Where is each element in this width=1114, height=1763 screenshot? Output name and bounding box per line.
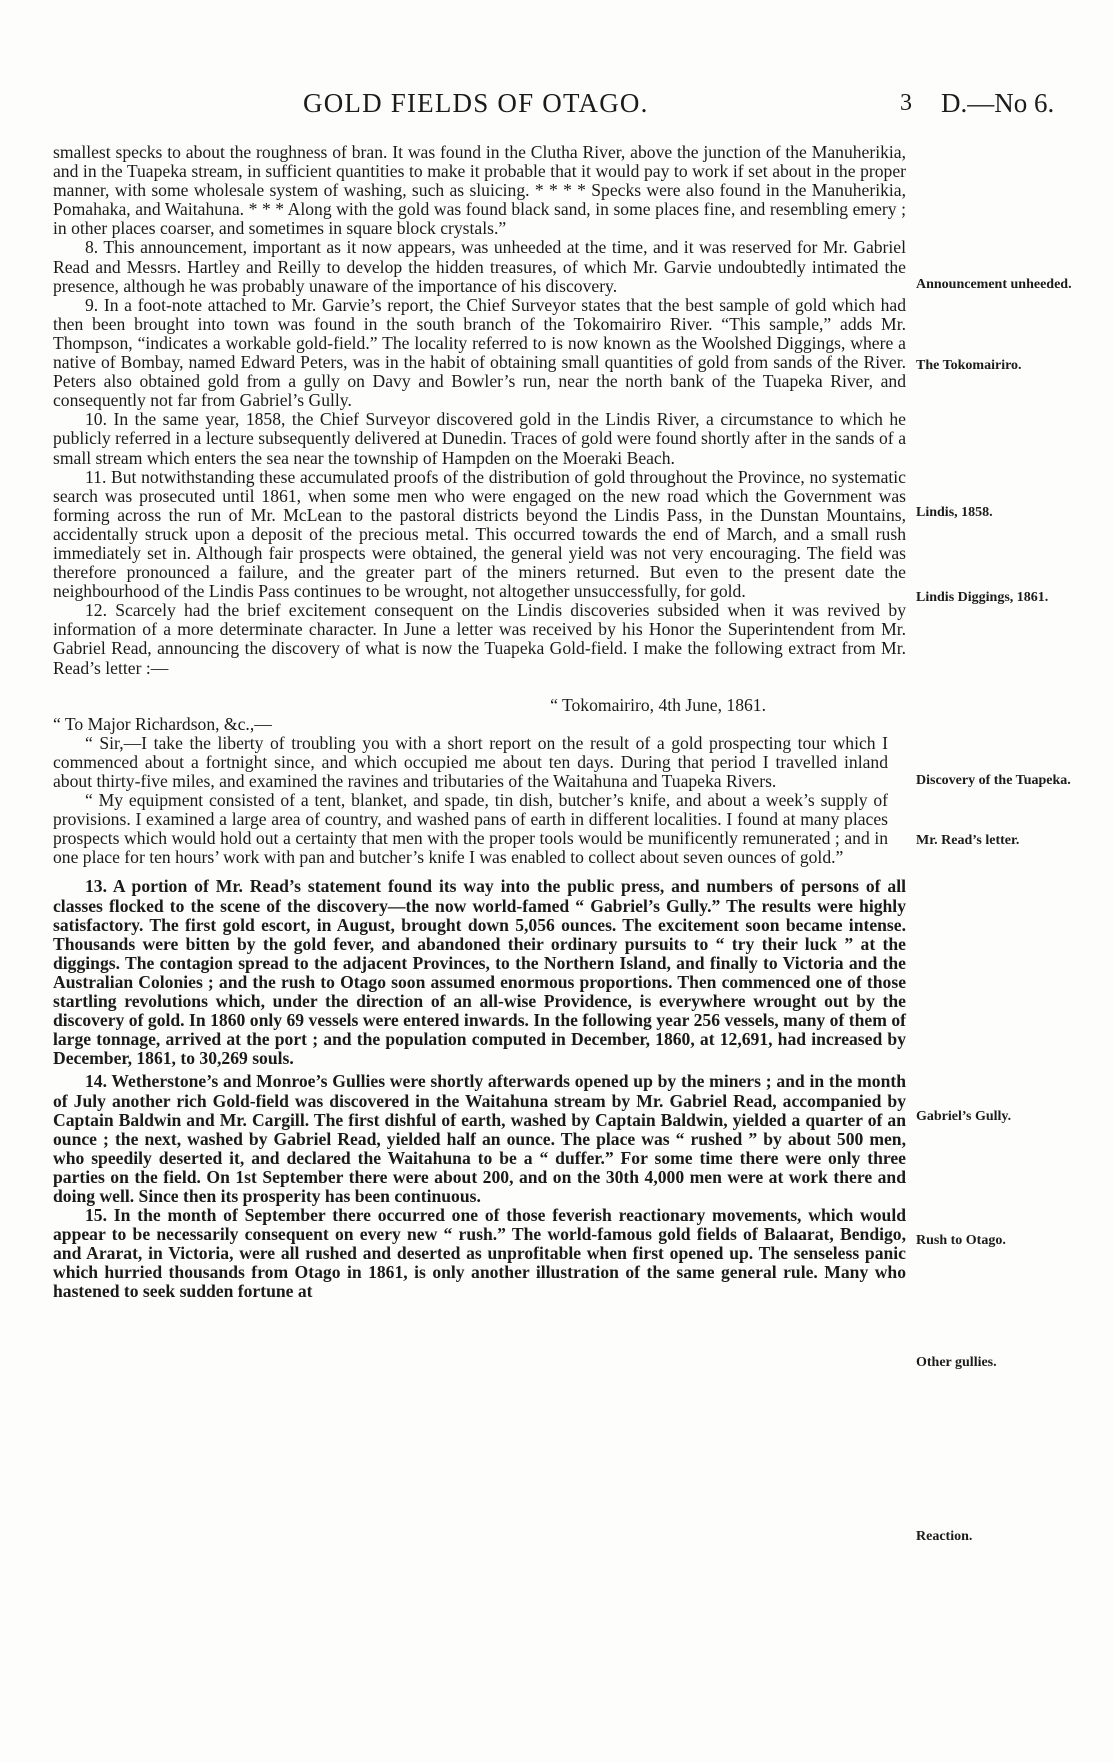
paragraph-14: 14. Wetherstone’s and Monroe’s Gullies were shortly afterwards opened up by the miners ; and in the month of July another rich Gold-field was discovered in the Waitahuna stream by Mr. Gabriel Read, accompanied by Captain Baldwin and Mr. Cargill. The first dishful of earth, washed by Captain Baldwin, yielded a quarter of an ounce ; the next, washed by Gabriel Read, yielded half an ounce. The place was “ rushed ” by about 500 men, who speedily deserted it, and declared the Waitahuna to be a “ duffer.” For some time there were only three parties on the field. On 1st September there were about 200, and on the 30th 4,000 men were at work there and doing well. Since then its prosperity has been continuous. [53,1071,906,1206]
body-text [53,143,906,1302]
margin-note-reads-letter: Mr. Read’s letter. [916,833,1020,848]
letter-dateline: “ Tokomairiro, 4th June, 1861. [550,694,766,715]
margin-note-lindis-diggings: Lindis Diggings, 1861. [916,590,1049,605]
paragraph-12: 12. Scarcely had the brief excitement consequent on the Lindis discoveries subsided when it was revived by information of a more determinate character. In June a letter was received by his Honor the Superintendent from Mr. Gabriel Read, announcing the discovery of what is now the Tuapeka Gold-field. I make the following extract from Mr. Read’s letter :— [53,600,906,678]
margin-note-lindis-1858: Lindis, 1858. [916,505,993,520]
letter-paragraph-1: “ Sir,—I take the liberty of troubling you with a short report on the result of a gold prospecting tour which I commenced about a fortnight since, and which occupied me about ten days. During that period I travelled inland about thirty-five miles, and examined the ravines and tributaries of the Waitahuna and Tuapeka Rivers. [53,732,888,791]
margin-note-tokomairiro: The Tokomairiro. [916,358,1022,373]
letter-paragraph-2: “ My equipment consisted of a tent, blanket, and spade, tin dish, butcher’s knife, and about a week’s supply of provisions. I examined a large area of country, and washed pans of earth in different localities. I found at many places prospects which would hold out a certainty that men with the proper tools would be munificently remunerated ; and in one place for ten hours’ work with pan and butcher’s knife I was enabled to collect about seven ounces of gold.” [53,790,888,868]
paragraph-11: 11. But notwithstanding these accumulated proofs of the distribution of gold throughout the Province, no systematic search was prosecuted until 1861, when some men who were engaged on the new road which the Government was forming across the run of Mr. McLean to the pastoral districts beyond the Lindis Pass, in the Dunstan Mountains, accidentally struck upon a deposit of the precious metal. This occurred towards the end of March, and a small rush immediately set in. Although fair prospects were obtained, the general yield was not very encouraging. The field was therefore pronounced a failure, and the greater part of the miners returned. But even to the present date the neighbourhood of the Lindis Pass continues to be wrought, not altogether unsuccessfully, for gold. [53,466,906,602]
paragraph-13: 13. A portion of Mr. Read’s statement found its way into the public press, and numbers of persons of all classes flocked to the scene of the discovery—the now world-famed “ Gabriel’s Gully.” The results were highly satisfactory. The first gold escort, in August, brought down 5,056 ounces. The excitement soon became intense. Thousands were bitten by the gold fever, and abandoned their ordinary pursuits to “ try their luck ” at the diggings. The contagion spread to the adjacent Provinces, to the Northern Island, and finally to Victoria and the Australian Colonies ; and the rush to Otago soon assumed enormous proportions. Then commenced one of those startling revolutions which, under the direction of an all-wise Providence, is everywhere wrought out by the discovery of gold. In 1860 only 69 vessels were entered inwards. In the following year 256 vessels, many of them of large tonnage, arrived at the port ; and the population computed in December, 1860, at 12,691, had increased by December, 1861, to 30,269 souls. [53,876,906,1069]
page-title: GOLD FIELDS OF OTAGO. [303,88,649,118]
paragraph-9: 9. In a foot-note attached to Mr. Garvie’s report, the Chief Surveyor states that the best sample of gold which had then been brought into town was found in the south branch of the Tokomairiro River. “This sample,” adds Mr. Thompson, “indicates a workable gold-field.” The locality referred to is now known as the Woolshed Diggings, where a native of Bombay, named Edward Peters, was in the habit of obtaining small quantities of gold from sands of the River. Peters also obtained gold from a gully on Davy and Bowler’s run, near the north bank of the Tuapeka River, and consequently not far from Gabriel’s Gully. [53,294,906,411]
margin-note-tuapeka: Discovery of the Tuapeka. [916,773,1071,788]
paragraph-7-continued: smallest specks to about the roughness of bran. It was found in the Clutha River, above the junction of the Manuherikia, and in the Tuapeka stream, in sufficient quantities to make it probable that it would pay to work if set about in the proper manner, with some wholesale system of washing, such as sluicing. * * * * Specks were also found in the Manuherikia, Pomahaka, and Waitahuna. * * * Along with the gold was found black sand, in some places fine, and resembling emery ; in other places coarser, and sometimes in square block crystals.” [53,142,906,239]
paragraph-15: 15. In the month of September there occurred one of those feverish reactionary movements, which would appear to be necessarily consequent on every new “ rush.” The world-famous gold fields of Balaarat, Bendigo, and Ararat, in Victoria, were all rushed and deserted as unprofitable when first opened up. The senseless panic which hurried thousands from Otago in 1861, is only another illustration of the same general rule. Many who hastened to seek sudden fortune at [53,1205,906,1302]
page-number: 3 [900,90,912,116]
margin-note-announcement: Announcement unheeded. [916,277,1072,292]
paragraph-10: 10. In the same year, 1858, the Chief Surveyor discovered gold in the Lindis River, a circumstance to which he publicly referred in a lecture subsequently delivered at Dunedin. Traces of gold were found shortly after in the sands of a small stream which enters the sea near the township of Hampden on the Moeraki Beach. [53,409,906,468]
margin-note-rush-to-otago: Rush to Otago. [916,1233,1006,1248]
margin-note-reaction: Reaction. [916,1529,973,1544]
document-reference: D.—No 6. [941,88,1055,118]
margin-note-other-gullies: Other gullies. [916,1355,997,1370]
letter-salutation: “ To Major Richardson, &c.,— [53,713,272,734]
page-header [0,88,1114,122]
paragraph-8: 8. This announcement, important as it now appears, was unheeded at the time, and it was reserved for Mr. Gabriel Read and Messrs. Hartley and Reilly to develop the hidden treasures, of which Mr. Garvie undoubtedly intimated the presence, although he was probably unaware of the importance of his discovery. [53,237,906,296]
margin-note-gabriels-gully: Gabriel’s Gully. [916,1109,1012,1124]
